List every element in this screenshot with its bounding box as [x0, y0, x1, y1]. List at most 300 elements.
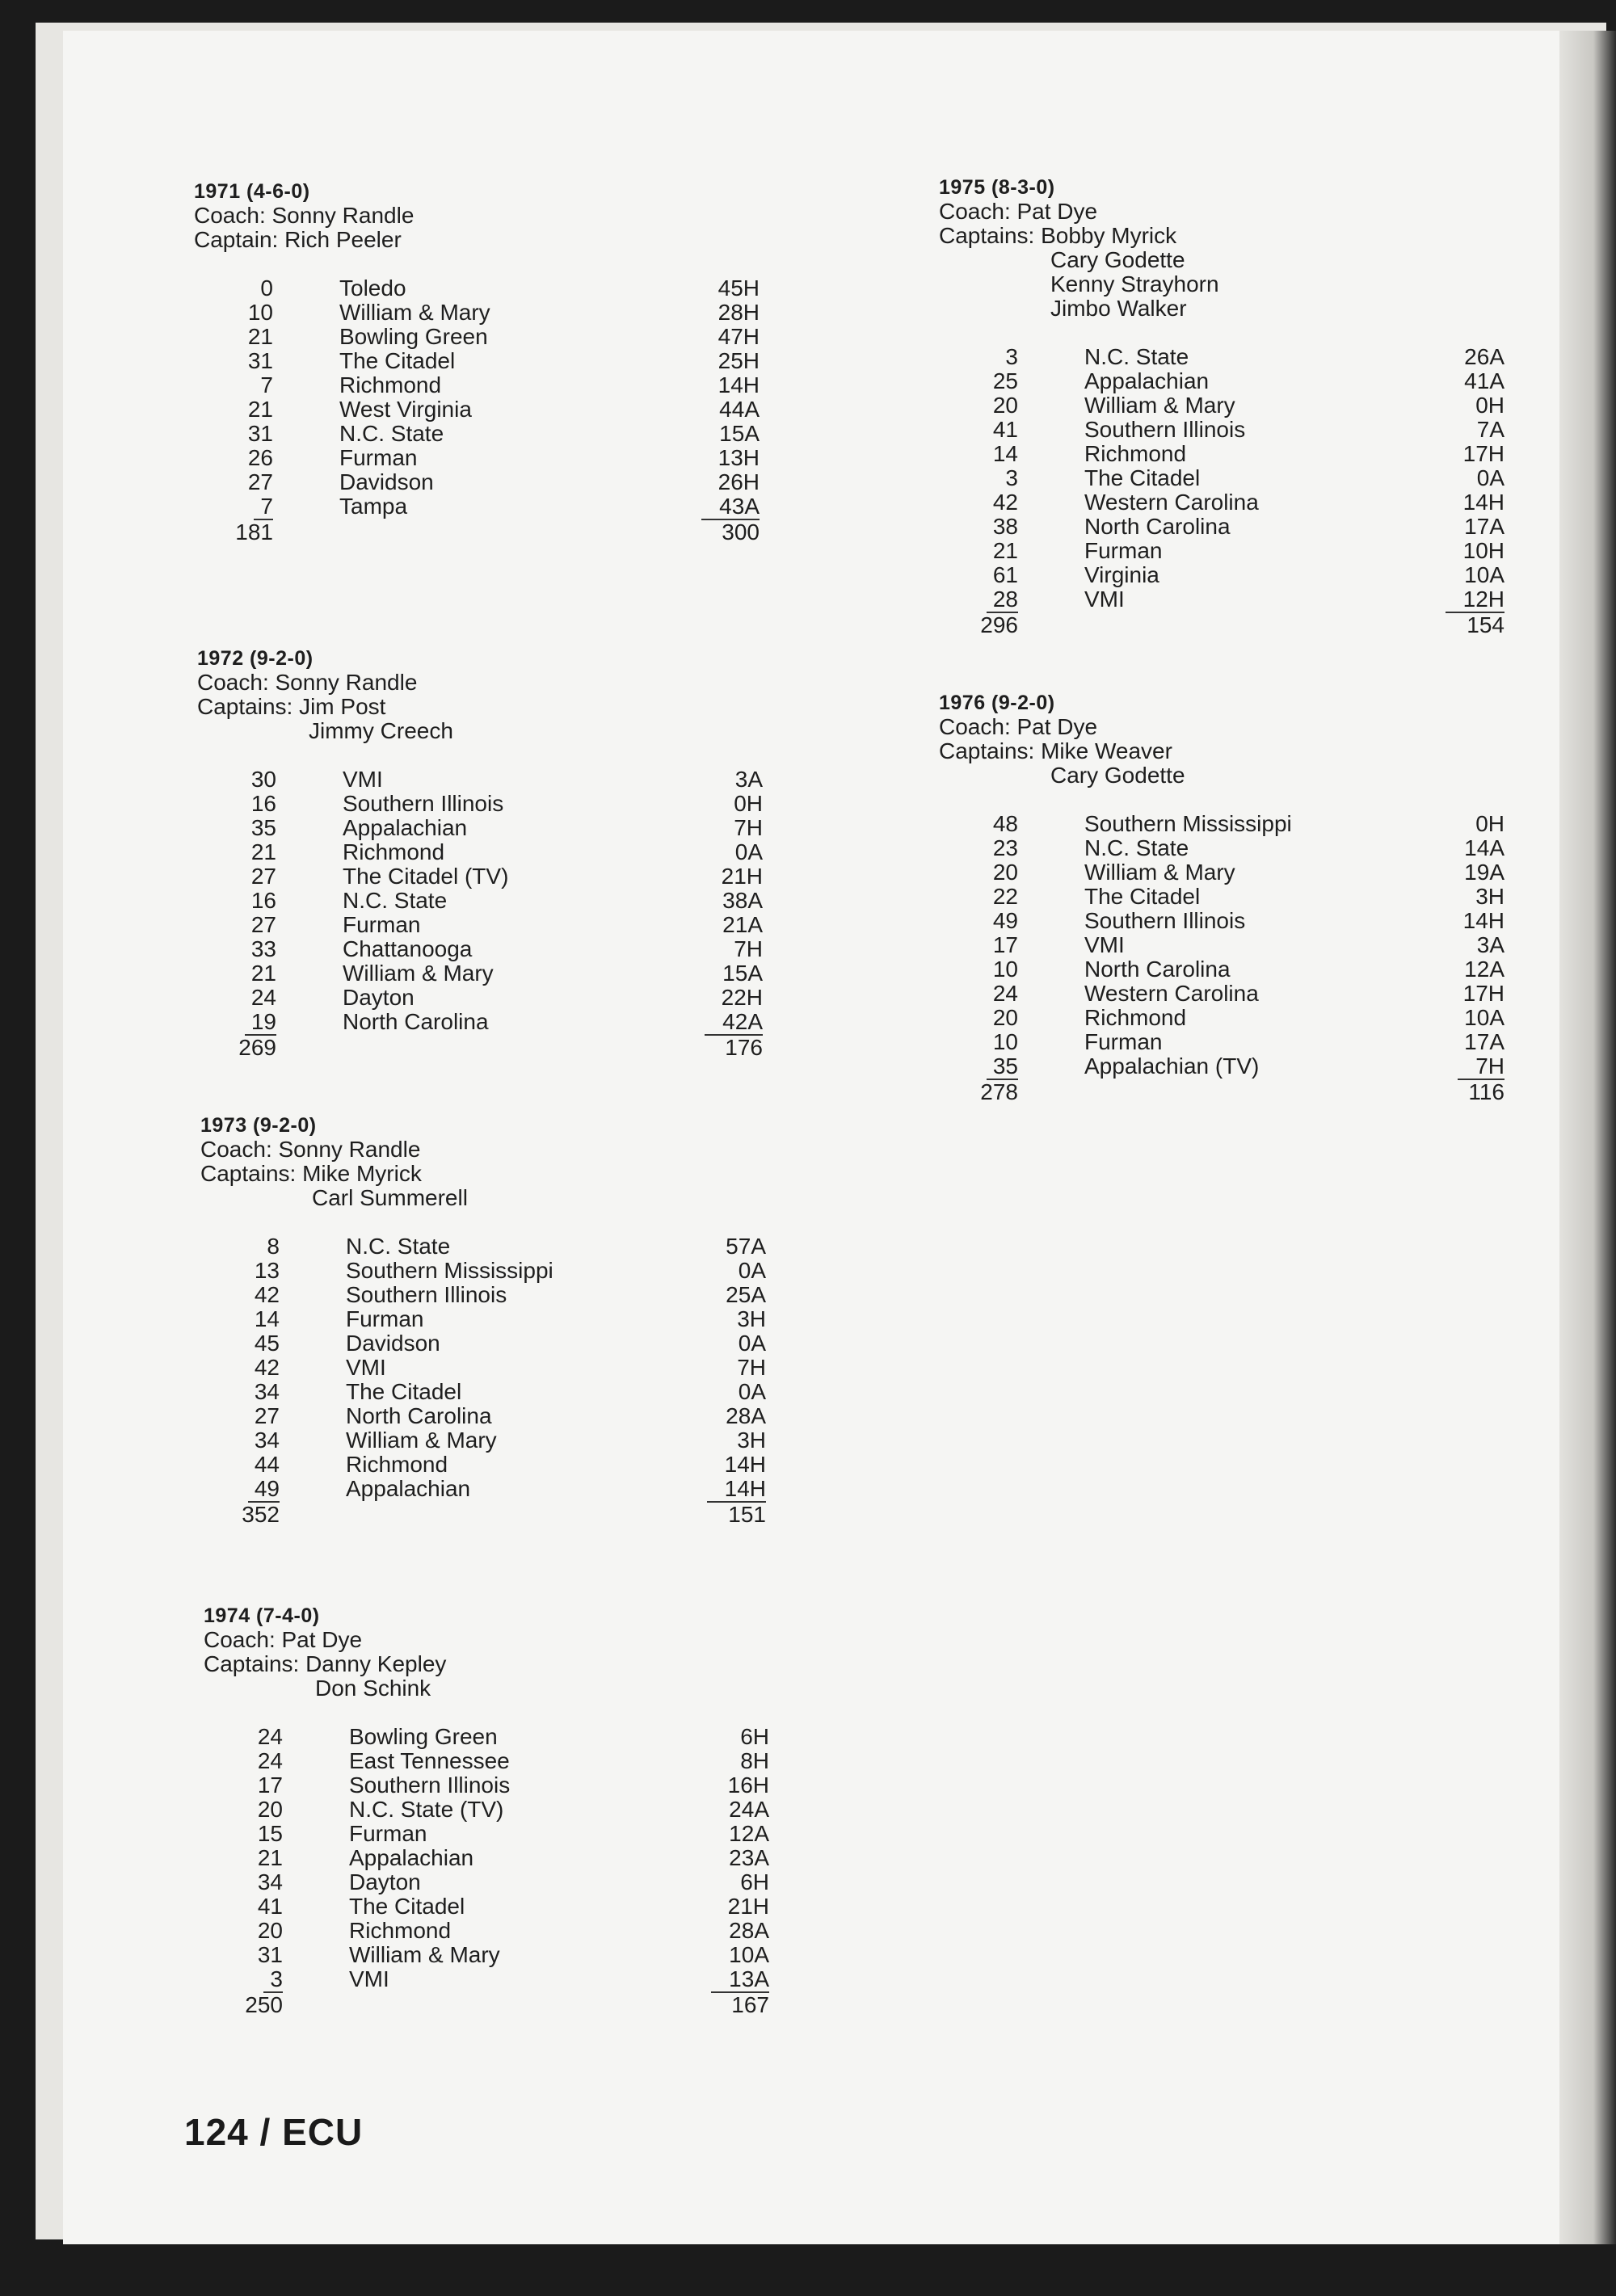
team-score: 20	[992, 393, 1018, 418]
season-block	[204, 1604, 769, 2019]
game-row	[939, 369, 1504, 393]
team-score: 48	[992, 811, 1018, 836]
opponent-score: 12A	[1464, 957, 1504, 982]
game-row	[194, 446, 760, 470]
total-opponent-score: 167	[731, 1992, 769, 2017]
captain-name: Jimmy Creech	[309, 718, 453, 743]
season-totals	[939, 612, 1504, 639]
opponent-score: 7A	[1476, 417, 1504, 442]
team-score: 41	[992, 417, 1018, 442]
opponent-name: N.C. State	[346, 1234, 451, 1259]
team-score: 35	[987, 1054, 1018, 1080]
game-row	[204, 1943, 769, 1967]
opponent-score: 3A	[734, 767, 763, 792]
captains-line: Captains: Jim Post	[197, 694, 386, 719]
total-opponent-score: 116	[1468, 1079, 1504, 1104]
team-score: 25	[992, 368, 1018, 393]
team-score: 30	[250, 767, 276, 792]
season-header: 1974 (7-4-0)	[204, 1604, 320, 1627]
game-row	[204, 1749, 769, 1773]
opponent-name: North Carolina	[1084, 514, 1231, 539]
game-row	[194, 373, 760, 397]
opponent-score: 14H	[707, 1477, 766, 1503]
opponent-name: The Citadel	[349, 1894, 465, 1919]
game-row	[939, 442, 1504, 466]
opponent-score: 43A	[701, 494, 760, 520]
game-row	[197, 792, 763, 816]
game-row	[939, 563, 1504, 587]
team-score: 16	[250, 888, 276, 913]
team-score: 28	[987, 587, 1018, 613]
game-row	[200, 1404, 766, 1428]
opponent-name: Richmond	[1084, 441, 1187, 466]
team-score: 23	[992, 835, 1018, 860]
opponent-score: 42A	[705, 1010, 763, 1036]
games-table	[204, 1725, 769, 2019]
team-score: 24	[257, 1724, 283, 1749]
game-row	[197, 1010, 763, 1034]
team-score: 16	[250, 791, 276, 816]
game-row	[939, 1054, 1504, 1079]
opponent-score: 14A	[1464, 835, 1504, 860]
opponent-score: 28A	[729, 1918, 769, 1943]
opponent-score: 7H	[734, 815, 763, 840]
opponent-score: 12A	[729, 1821, 769, 1846]
opponent-score: 17H	[1462, 441, 1504, 466]
game-row	[204, 1870, 769, 1894]
opponent-score: 57A	[726, 1234, 766, 1259]
opponent-name: Virginia	[1084, 562, 1159, 587]
team-score: 42	[254, 1355, 280, 1380]
game-row	[194, 349, 760, 373]
game-row	[939, 933, 1504, 957]
season-totals	[194, 519, 760, 546]
game-row	[194, 470, 760, 494]
game-row	[939, 490, 1504, 515]
opponent-name: Southern Illinois	[1084, 908, 1246, 933]
opponent-name: William & Mary	[349, 1942, 500, 1967]
opponent-score: 21A	[722, 912, 763, 937]
opponent-score: 14H	[1462, 908, 1504, 933]
captain-name: Kenny Strayhorn	[1050, 271, 1219, 296]
opponent-name: Southern Mississippi	[1084, 811, 1292, 836]
opponent-name: Dayton	[343, 985, 415, 1010]
game-row	[194, 494, 760, 519]
opponent-name: N.C. State	[339, 421, 444, 446]
team-score: 27	[254, 1403, 280, 1428]
opponent-score: 0H	[1475, 811, 1504, 836]
game-row	[200, 1477, 766, 1501]
opponent-score: 0H	[734, 791, 763, 816]
game-row	[204, 1894, 769, 1919]
game-row	[939, 812, 1504, 836]
game-row	[200, 1331, 766, 1356]
opponent-name: William & Mary	[1084, 393, 1235, 418]
opponent-name: The Citadel	[1084, 465, 1201, 490]
game-row	[939, 957, 1504, 982]
opponent-score: 3A	[1476, 932, 1504, 957]
team-score: 17	[992, 932, 1018, 957]
team-score: 45	[254, 1331, 280, 1356]
captain-name: Cary Godette	[1050, 247, 1185, 272]
opponent-score: 6H	[740, 1869, 769, 1894]
team-score: 14	[254, 1306, 280, 1331]
season-header: 1975 (8-3-0)	[939, 176, 1055, 199]
opponent-name: Appalachian	[346, 1476, 471, 1501]
captain-name: Jimbo Walker	[1050, 296, 1187, 321]
team-score: 44	[254, 1452, 280, 1477]
team-score: 20	[992, 860, 1018, 885]
opponent-name: Chattanooga	[343, 936, 473, 961]
team-score: 27	[250, 864, 276, 889]
team-score: 20	[257, 1797, 283, 1822]
opponent-score: 10A	[1464, 562, 1504, 587]
game-row	[939, 836, 1504, 860]
game-row	[204, 1773, 769, 1798]
game-row	[197, 913, 763, 937]
game-row	[939, 1006, 1504, 1030]
opponent-name: Furman	[1084, 1029, 1163, 1054]
opponent-name: Richmond	[346, 1452, 448, 1477]
opponent-name: Furman	[339, 445, 418, 470]
game-row	[204, 1919, 769, 1943]
opponent-score: 0A	[738, 1331, 766, 1356]
opponent-score: 10H	[1462, 538, 1504, 563]
game-row	[200, 1259, 766, 1283]
opponent-name: Southern Mississippi	[346, 1258, 553, 1283]
team-score: 38	[992, 514, 1018, 539]
opponent-name: Richmond	[349, 1918, 452, 1943]
season-block	[939, 691, 1504, 1106]
game-row	[939, 587, 1504, 612]
opponent-name: Southern Illinois	[346, 1282, 507, 1307]
opponent-name: Appalachian	[343, 815, 468, 840]
opponent-score: 14H	[724, 1452, 766, 1477]
team-score: 21	[992, 538, 1018, 563]
opponent-score: 16H	[727, 1772, 769, 1798]
opponent-name: William & Mary	[343, 961, 494, 986]
team-score: 21	[247, 397, 273, 422]
opponent-name: N.C. State	[1084, 835, 1189, 860]
game-row	[939, 860, 1504, 885]
captains-line: Captain: Rich Peeler	[194, 227, 402, 252]
team-score: 17	[257, 1772, 283, 1798]
game-row	[939, 885, 1504, 909]
opponent-score: 47H	[718, 324, 760, 349]
opponent-name: Davidson	[346, 1331, 440, 1356]
total-opponent-score: 300	[722, 519, 760, 545]
opponent-score: 22H	[721, 985, 763, 1010]
opponent-score: 6H	[740, 1724, 769, 1749]
opponent-score: 25H	[718, 348, 760, 373]
opponent-score: 17A	[1464, 514, 1504, 539]
opponent-score: 23A	[729, 1845, 769, 1870]
opponent-name: William & Mary	[339, 300, 490, 325]
opponent-name: The Citadel	[346, 1379, 462, 1404]
team-score: 0	[260, 275, 273, 301]
opponent-name: N.C. State	[343, 888, 448, 913]
opponent-score: 17H	[1462, 981, 1504, 1006]
team-score: 31	[257, 1942, 283, 1967]
team-score: 26	[247, 445, 273, 470]
opponent-score: 0H	[1475, 393, 1504, 418]
team-score: 22	[992, 884, 1018, 909]
game-row	[200, 1356, 766, 1380]
game-row	[204, 1822, 769, 1846]
captains-line: Captains: Mike Weaver	[939, 738, 1172, 763]
game-row	[200, 1380, 766, 1404]
team-score: 21	[247, 324, 273, 349]
opponent-name: Richmond	[1084, 1005, 1187, 1030]
games-table	[197, 767, 763, 1062]
captain-name: Cary Godette	[1050, 763, 1185, 788]
opponent-score: 13A	[711, 1967, 769, 1993]
coach-line: Coach: Pat Dye	[939, 714, 1098, 739]
page-edge	[1559, 31, 1616, 2244]
team-score: 61	[992, 562, 1018, 587]
team-score: 19	[245, 1010, 276, 1036]
coach-line: Coach: Sonny Randle	[200, 1137, 421, 1162]
opponent-name: Furman	[343, 912, 421, 937]
game-row	[204, 1967, 769, 1991]
opponent-score: 13H	[718, 445, 760, 470]
team-score: 31	[247, 421, 273, 446]
game-row	[939, 466, 1504, 490]
opponent-name: East Tennessee	[349, 1748, 510, 1773]
game-row	[939, 418, 1504, 442]
team-score: 33	[250, 936, 276, 961]
opponent-name: Appalachian	[349, 1845, 474, 1870]
opponent-name: Appalachian (TV)	[1084, 1053, 1260, 1079]
game-row	[194, 422, 760, 446]
team-score: 21	[250, 839, 276, 864]
total-team-score: 296	[980, 612, 1018, 637]
game-row	[204, 1725, 769, 1749]
captains-line: Captains: Danny Kepley	[204, 1651, 447, 1676]
opponent-score: 3H	[1475, 884, 1504, 909]
game-row	[204, 1846, 769, 1870]
total-team-score: 250	[245, 1992, 283, 2017]
opponent-score: 25A	[726, 1282, 766, 1307]
opponent-score: 10A	[1464, 1005, 1504, 1030]
opponent-score: 0A	[738, 1258, 766, 1283]
opponent-name: Toledo	[339, 275, 406, 301]
opponent-score: 15A	[719, 421, 760, 446]
opponent-name: Western Carolina	[1084, 490, 1259, 515]
opponent-score: 19A	[1464, 860, 1504, 885]
team-score: 21	[257, 1845, 283, 1870]
opponent-name: Furman	[346, 1306, 424, 1331]
season-header: 1971 (4-6-0)	[194, 180, 310, 203]
page-footer: 124 / ECU	[184, 2111, 364, 2153]
opponent-score: 7H	[1458, 1054, 1504, 1080]
game-row	[194, 301, 760, 325]
opponent-name: Appalachian	[1084, 368, 1210, 393]
opponent-name: N.C. State	[1084, 344, 1189, 369]
opponent-score: 26H	[718, 469, 760, 494]
opponent-name: VMI	[346, 1355, 386, 1380]
opponent-name: William & Mary	[1084, 860, 1235, 885]
game-row	[204, 1798, 769, 1822]
opponent-score: 10A	[729, 1942, 769, 1967]
captains-line: Captains: Bobby Myrick	[939, 223, 1177, 248]
team-score: 27	[250, 912, 276, 937]
team-score: 10	[992, 1029, 1018, 1054]
game-row	[197, 840, 763, 864]
game-row	[939, 515, 1504, 539]
season-totals	[200, 1501, 766, 1529]
total-opponent-score: 154	[1467, 612, 1504, 637]
opponent-name: Furman	[349, 1821, 427, 1846]
game-row	[197, 864, 763, 889]
season-block	[197, 646, 763, 1062]
opponent-name: Southern Illinois	[349, 1772, 511, 1798]
captain-name: Carl Summerell	[312, 1185, 468, 1210]
opponent-name: West Virginia	[339, 397, 472, 422]
coach-line: Coach: Pat Dye	[204, 1627, 363, 1652]
total-team-score: 181	[235, 519, 273, 545]
opponent-score: 0A	[734, 839, 763, 864]
team-score: 31	[247, 348, 273, 373]
coach-line: Coach: Pat Dye	[939, 199, 1098, 224]
games-table	[939, 345, 1504, 639]
team-score: 3	[263, 1967, 283, 1993]
team-score: 3	[1005, 344, 1018, 369]
team-score: 7	[254, 494, 273, 520]
opponent-score: 0A	[738, 1379, 766, 1404]
team-score: 24	[250, 985, 276, 1010]
games-table	[194, 276, 760, 546]
opponent-score: 15A	[722, 961, 763, 986]
opponent-name: The Citadel	[339, 348, 456, 373]
opponent-name: VMI	[343, 767, 383, 792]
opponent-score: 8H	[740, 1748, 769, 1773]
season-block	[194, 179, 760, 546]
game-row	[197, 986, 763, 1010]
game-row	[194, 276, 760, 301]
season-totals	[197, 1034, 763, 1062]
team-score: 20	[257, 1918, 283, 1943]
team-score: 20	[992, 1005, 1018, 1030]
opponent-name: Dayton	[349, 1869, 421, 1894]
opponent-score: 14H	[1462, 490, 1504, 515]
opponent-name: VMI	[1084, 587, 1125, 612]
total-team-score: 352	[242, 1502, 280, 1527]
game-row	[197, 937, 763, 961]
opponent-score: 26A	[1464, 344, 1504, 369]
season-block	[200, 1113, 766, 1529]
opponent-name: North Carolina	[1084, 957, 1231, 982]
opponent-name: Southern Illinois	[1084, 417, 1246, 442]
opponent-name: N.C. State (TV)	[349, 1797, 504, 1822]
team-score: 15	[257, 1821, 283, 1846]
coach-line: Coach: Sonny Randle	[197, 670, 418, 695]
total-opponent-score: 176	[725, 1035, 763, 1060]
opponent-score: 28A	[726, 1403, 766, 1428]
opponent-name: Richmond	[343, 839, 445, 864]
opponent-name: Bowling Green	[349, 1724, 498, 1749]
opponent-score: 12H	[1446, 587, 1504, 613]
team-score: 35	[250, 815, 276, 840]
opponent-name: Bowling Green	[339, 324, 488, 349]
game-row	[939, 1030, 1504, 1054]
game-row	[200, 1234, 766, 1259]
team-score: 34	[254, 1428, 280, 1453]
team-score: 41	[257, 1894, 283, 1919]
opponent-score: 44A	[719, 397, 760, 422]
opponent-score: 7H	[737, 1355, 766, 1380]
captain-name: Don Schink	[315, 1676, 431, 1701]
game-row	[200, 1283, 766, 1307]
opponent-name: Tampa	[339, 494, 408, 519]
season-block	[939, 175, 1504, 639]
game-row	[939, 982, 1504, 1006]
opponent-score: 0A	[1476, 465, 1504, 490]
season-totals	[939, 1079, 1504, 1106]
team-score: 21	[250, 961, 276, 986]
opponent-name: The Citadel	[1084, 884, 1201, 909]
opponent-name: The Citadel (TV)	[343, 864, 509, 889]
opponent-score: 24A	[729, 1797, 769, 1822]
team-score: 8	[267, 1234, 280, 1259]
opponent-name: Richmond	[339, 372, 442, 397]
opponent-name: Furman	[1084, 538, 1163, 563]
game-row	[939, 345, 1504, 369]
opponent-score: 3H	[737, 1428, 766, 1453]
team-score: 24	[992, 981, 1018, 1006]
team-score: 34	[254, 1379, 280, 1404]
game-row	[194, 325, 760, 349]
game-row	[939, 909, 1504, 933]
game-row	[194, 397, 760, 422]
team-score: 49	[248, 1477, 280, 1503]
games-table	[939, 812, 1504, 1106]
opponent-score: 7H	[734, 936, 763, 961]
opponent-name: VMI	[349, 1966, 389, 1991]
games-table	[200, 1234, 766, 1529]
opponent-name: William & Mary	[346, 1428, 497, 1453]
game-row	[200, 1453, 766, 1477]
game-row	[939, 393, 1504, 418]
team-score: 24	[257, 1748, 283, 1773]
game-row	[197, 961, 763, 986]
game-row	[197, 889, 763, 913]
season-header: 1972 (9-2-0)	[197, 647, 314, 670]
opponent-name: North Carolina	[343, 1009, 489, 1034]
opponent-score: 41A	[1464, 368, 1504, 393]
season-header: 1973 (9-2-0)	[200, 1114, 317, 1137]
captains-line: Captains: Mike Myrick	[200, 1161, 422, 1186]
opponent-score: 3H	[737, 1306, 766, 1331]
team-score: 42	[254, 1282, 280, 1307]
opponent-score: 17A	[1464, 1029, 1504, 1054]
game-row	[200, 1307, 766, 1331]
opponent-score: 21H	[727, 1894, 769, 1919]
total-opponent-score: 151	[728, 1502, 766, 1527]
game-row	[197, 816, 763, 840]
team-score: 14	[992, 441, 1018, 466]
team-score: 10	[992, 957, 1018, 982]
team-score: 49	[992, 908, 1018, 933]
opponent-score: 28H	[718, 300, 760, 325]
opponent-name: Southern Illinois	[343, 791, 504, 816]
opponent-name: VMI	[1084, 932, 1125, 957]
team-score: 27	[247, 469, 273, 494]
team-score: 3	[1005, 465, 1018, 490]
total-team-score: 269	[238, 1035, 276, 1060]
team-score: 7	[260, 372, 273, 397]
season-header: 1976 (9-2-0)	[939, 692, 1055, 714]
